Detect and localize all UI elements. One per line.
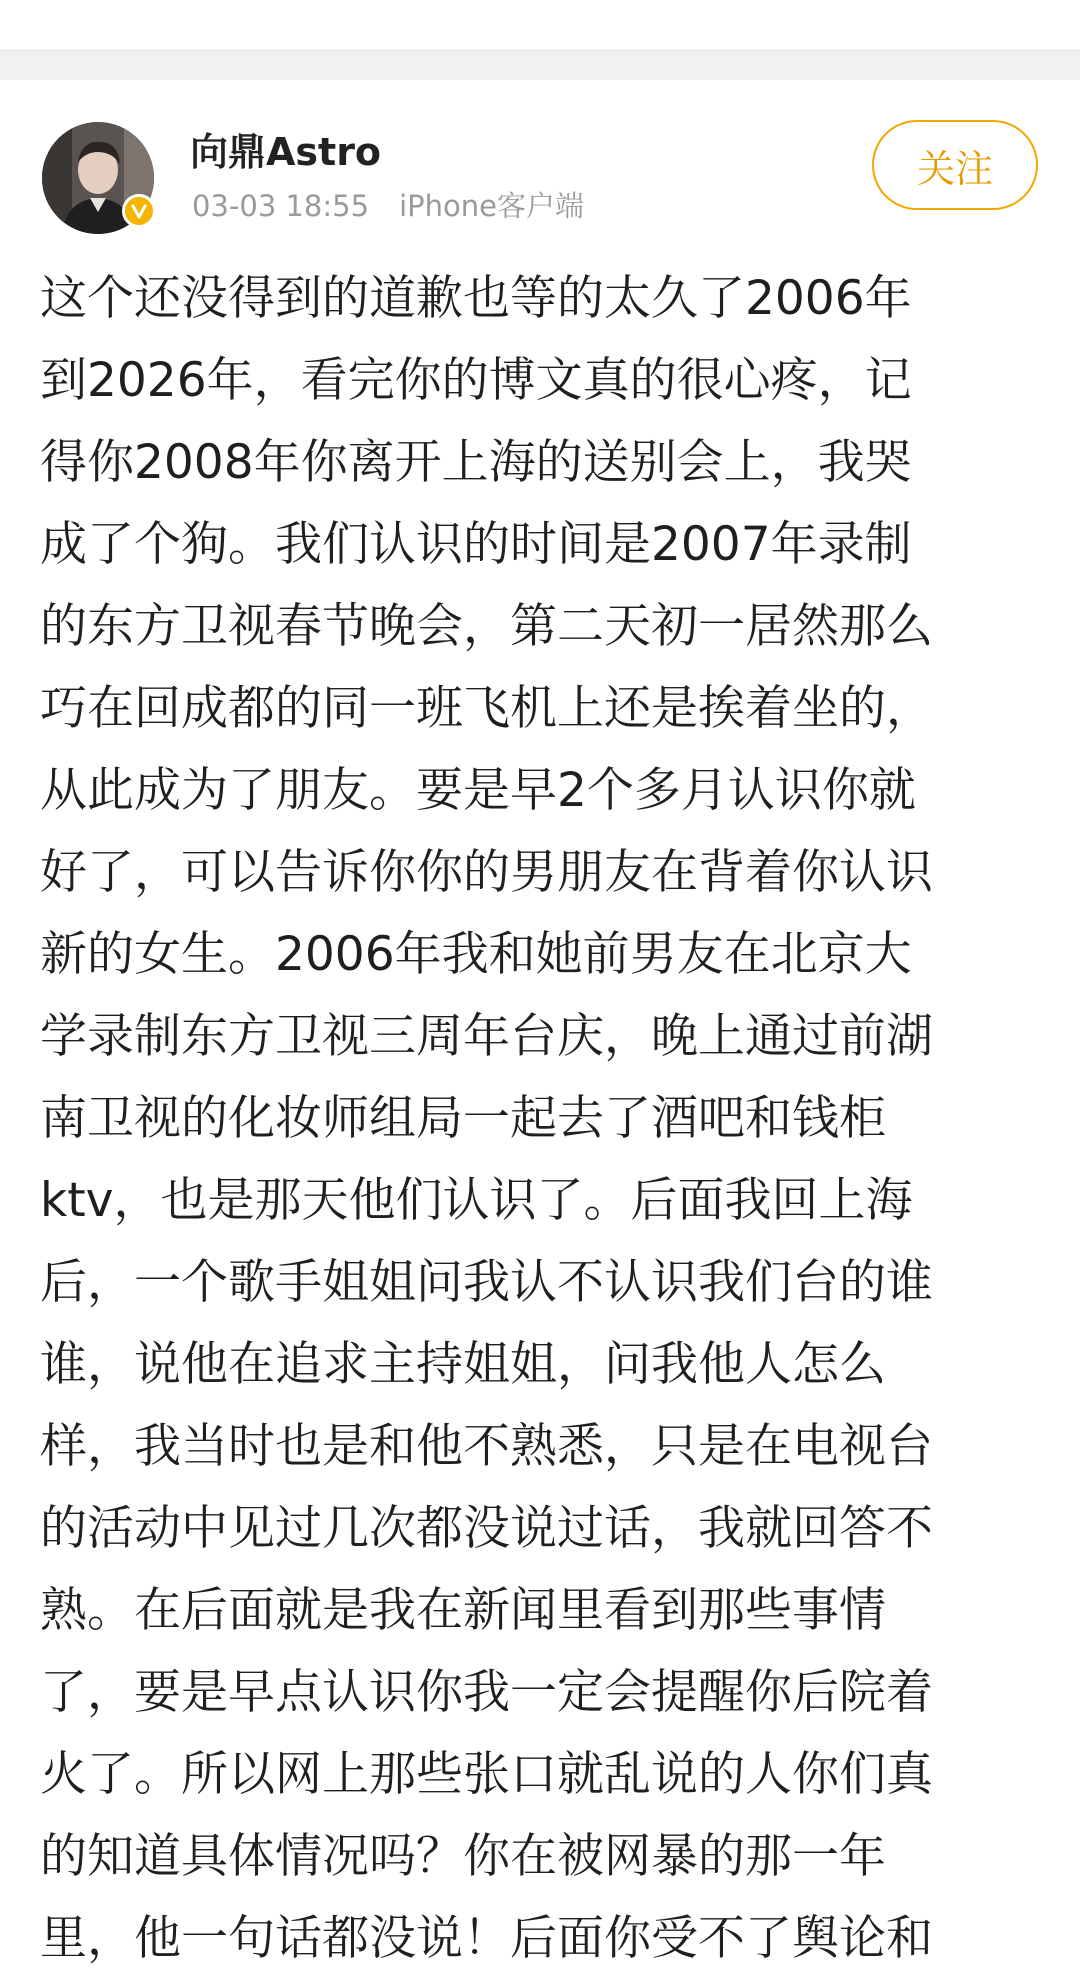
post-text-line: 后，一个歌手姐姐问我认不认识我们台的谁 xyxy=(40,1255,933,1310)
follow-button[interactable]: 关注 xyxy=(872,120,1038,210)
post-text-line: 南卫视的化妆师组局一起去了酒吧和钱柜 xyxy=(40,1091,886,1146)
post-text-line: 成了个狗。我们认识的时间是2007年录制 xyxy=(40,517,912,572)
post-text-line: ktv，也是那天他们认识了。后面我回上海 xyxy=(40,1173,913,1228)
separator-band xyxy=(0,50,1080,81)
post-text xyxy=(40,258,1040,1979)
post-text-line: 熟。在后面就是我在新闻里看到那些事情 xyxy=(40,1583,886,1638)
post-card xyxy=(0,80,1080,1979)
post-text-line: 的活动中见过几次都没说过话，我就回答不 xyxy=(40,1501,933,1556)
post-text-line: 新的女生。2006年我和她前男友在北京大 xyxy=(40,927,912,982)
post-text-line: 巧在回成都的同一班飞机上还是挨着坐的， xyxy=(40,681,933,736)
post-time: 03-03 18:55 xyxy=(192,189,370,223)
post-text-line: 样，我当时也是和他不熟悉，只是在电视台 xyxy=(40,1419,933,1474)
top-strip xyxy=(0,0,1080,50)
post-text-line: 火了。所以网上那些张口就乱说的人你们真 xyxy=(40,1747,933,1802)
post-text-line: 谁，说他在追求主持姐姐，问我他人怎么 xyxy=(40,1337,886,1392)
post-text-line: 得你2008年你离开上海的送别会上，我哭 xyxy=(40,435,912,490)
post-text-line: 这个还没得到的道歉也等的太久了2006年 xyxy=(40,271,912,326)
post-text-line: 的东方卫视春节晚会，第二天初一居然那么 xyxy=(40,599,933,654)
post-text-line: 到2026年，看完你的博文真的很心疼，记 xyxy=(40,353,912,408)
author-name[interactable]: 向鼎Astro xyxy=(190,130,382,174)
post-text-line: 了，要是早点认识你我一定会提醒你后院着 xyxy=(40,1665,933,1720)
post-source: iPhone客户端 xyxy=(399,189,584,223)
post-text-line: 学录制东方卫视三周年台庆，晚上通过前湖 xyxy=(40,1009,933,1064)
post-text-line: 好了，可以告诉你你的男朋友在背着你认识 xyxy=(40,845,933,900)
post-meta xyxy=(192,184,584,228)
post-text-line: 从此成为了朋友。要是早2个多月认识你就 xyxy=(40,763,916,818)
post-text-line: 里，他一句话都没说！后面你受不了舆论和 xyxy=(40,1911,933,1966)
post-text-line: 的知道具体情况吗？你在被网暴的那一年 xyxy=(40,1829,886,1884)
verified-icon xyxy=(122,194,156,228)
